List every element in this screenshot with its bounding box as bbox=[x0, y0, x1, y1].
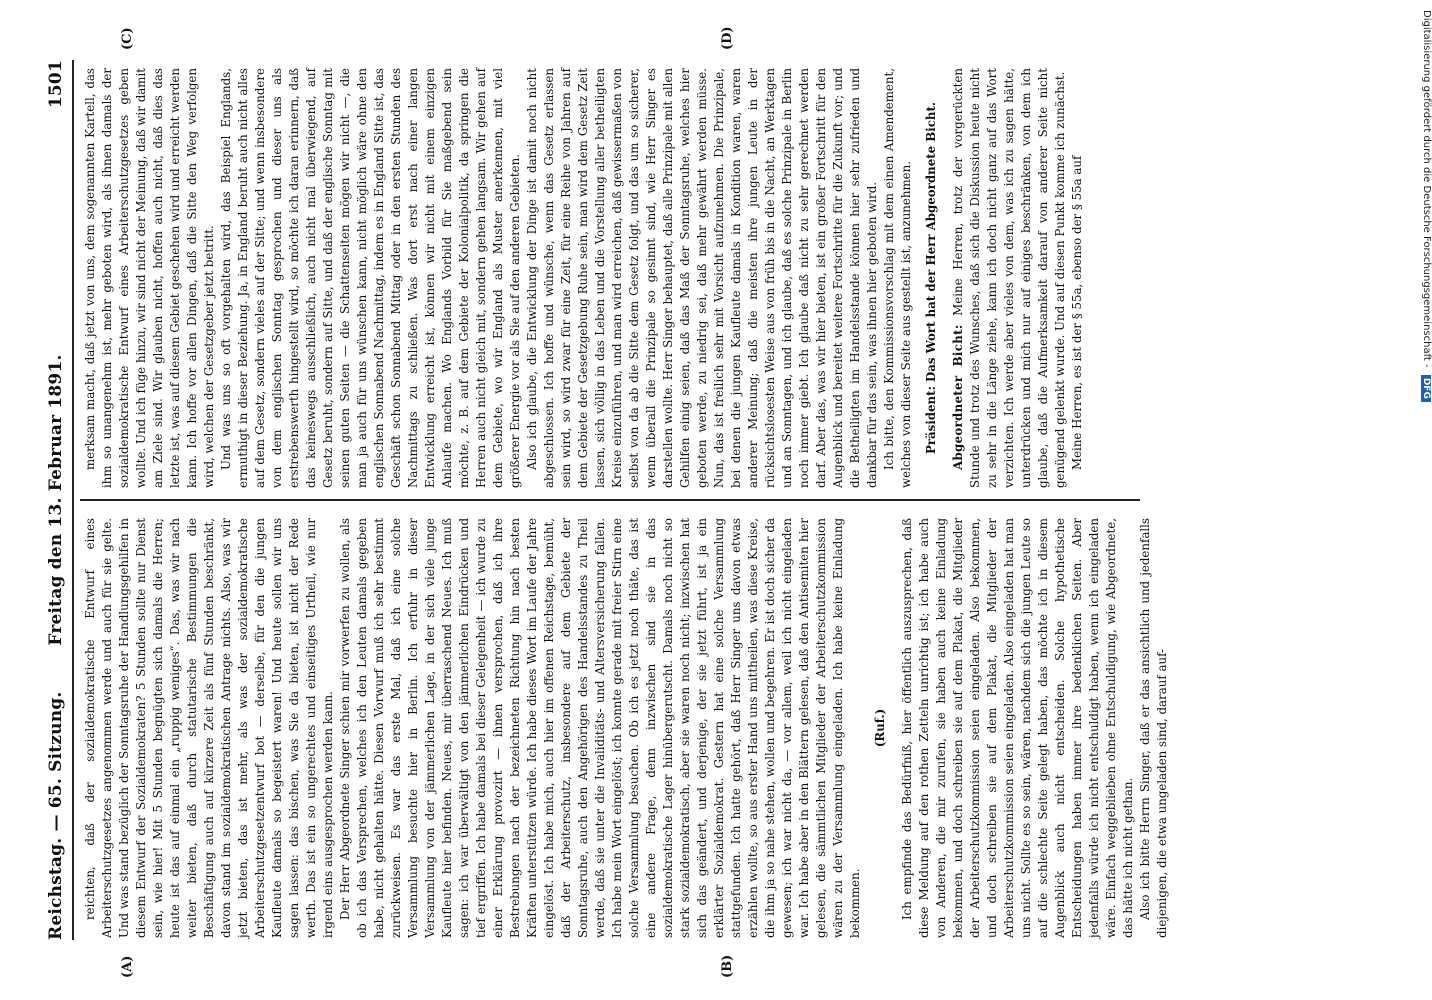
header-date: Freitag den 13. Februar 1891. bbox=[46, 354, 66, 646]
president-speech: Präsident: Das Wort hat der Herr Abgeordnete Bicht. bbox=[924, 101, 938, 455]
header-rule bbox=[72, 60, 74, 940]
margin-label-a: (A) bbox=[120, 955, 135, 978]
paragraph: merksam macht, daß jetzt von uns, dem sogenannten Kartell, das ihm so unangenehm ist, mehr geboten wird, als ihnen damals der sozialdemokratische Entwurf eines Arbeiterschutzgesetzes geben wollte. Und ich füge hinzu, wir sind nicht der Meinung, daß wir damit am Ziele sind. Wir glauben nicht, hoffen auch nicht, daß dies das letzte ist, was auf diesem Gebiet geschehen wird und erreicht werden kann. Ich hoffe vor allen Dingen, daß die Sitte den Weg verfolgen wird, welchen der Gesetzgeber jetzt betritt. bbox=[83, 68, 216, 488]
speech-text: Meine Herren, trotz der vorgerückten Stunde und trotz des Wunsches, daß sich die Diskussion heute nicht zu sehr in die Länge ziehe, kann ich doch nicht ganz auf das Wort verzichten. Ich werde aber vieles von dem, was ich zu sagen hätte, unterdrücken und mich nur auf einiges beschränken, von dem ich glaube, daß die Aufmerksamkeit darauf von anderer Seite nicht genügend gelenkt wurde. Und auf diesen Punkt komme ich zunächst. bbox=[951, 68, 1067, 488]
margin-label-b: (B) bbox=[720, 954, 735, 978]
paragraph: Also ich glaube, die Entwicklung der Dinge ist damit noch nicht abgeschlossen. Ich hoffe und wünsche, wenn das Gesetz erlassen sein wird, so wird zwar für eine Zeit, für eine Reihe von Jahren auf dem Gebiete der Gesetzgebung Ruhe sein, man wird dem Gesetz Zeit lassen, sich völlig in das Leben und die Vorstellung aller betheiligten Kreise einzuführen, und man wird erreichen, daß gewissermaßen von selbst von da ab die Sitte dem Gesetz folgt, und das um so sicherer, wenn überall die Prinzipale so gesinnt sind, wie Herr Singer es darstellen wollte. Herr Singer behauptet, daß alle Prinzipale mit allen Gehilfen einig seien, daß das Maß der Sonntagsruhe, welches hier geboten werde, zu niedrig sei, daß mehr gewährt werden müsse. Nun, das ist freilich sehr mit Vorsicht aufzunehmen. Die Prinzipale, bei denen die jungen Kaufleute damals in Kondition waren, waren anderer Meinung; daß die meisten ihre jungen Leute in der rücksichtslosesten Weise aus von früh bis in die Nacht, an Werktagen und an Sonntagen, und ich glaube, daß es solche Prinzipale in Berlin noch immer giebt. Ich glaube daß nicht zu sehr gerechnet werden darf. Aber das, was wir hier bieten, ist ein großer Fortschritt für den Augenblick und bereitet weitere Fortschritte für die Zukunft vor; und die Betheiligten im Handelsstande können hier sehr zufrieden und dankbar für das sein, was ihnen hier geboten wird. bbox=[525, 68, 879, 488]
paragraph: Ich bitte, den Kommissionsvorschlag mit dem einen Amendement, welches von dieser Seite aus gestellt ist, anzunehmen. bbox=[882, 68, 913, 488]
paragraph: Der Herr Abgeordnete Singer schien mir vorwerfen zu wollen, als ob ich das Versprechen, welches ich den Leuten damals gegeben habe, nicht gehalten hätte. Diesen Vorwurf muß ich sehr bestimmt zurückweisen. Es war das erste Mal, daß ich eine solche Versammlung besuchte hier in Berlin. Ich erfuhr in dieser Versammlung von der jämmerlichen Lage, in der sich viele junge Kaufleute hier befinden. Neues, mir überraschend Neues. Ich muß sagen: ich war überwältigt von den jämmerlichen Eindrücken und tief ergriffen. Ich habe damals bei dieser Gelegenheit — ich wurde zu einer Erklärung provozirt — ihnen versprochen, daß ich ihre Bestrebungen nach der bezeichneten Richtung hin nach besten Kräften unterstützen würde. Ich habe dieses Wort im Laufe der Jahre eingelöst. Ich habe mich, auch hier im offenen Reichstage, bemüht, daß der Arbeiterschutz, insbesondere auf dem Gebiete der Sonntagsruhe, auch den Angehörigen des Handelsstandes zu Theil werde, daß sie unter die Invaliditäts- und Altersversicherung fallen. Ich habe mein Wort eingelöst; ich konnte gerade mit freier Stirn eine solche Versammlung besuchen. Ob ich es jetzt noch thäte, das ist eine andere Frage, denn inzwischen sind sie in das sozialdemokratische Lager hinübergerutscht. Damals noch nicht so stark sozialdemokratisch, aber sie waren noch nicht; inzwischen hat sich das geändert, und derjenige, der sie jetzt führt, ist ja ein erklärter Sozialdemokrat. Gestern hat eine solche Versammlung stattgefunden. Ich hatte gehört, daß Herr Singer uns davon etwas erzählen wollte, so aus erster Hand uns mittheilen, was diese Kreise, die ihm ja so nahe stehen, wollen und begehren. Er ist doch sicher da gewesen; ich war nicht da, — vor allem, weil ich nicht eingeladen war. Ich habe aber in den Blättern gelesen, daß den Antisemiten hier gelesen, die sämmtlichen Mitglieder der Arbeiterschutzkommission wären zu der Versammlung eingeladen. Ich habe keine Einladung bekommen. bbox=[338, 518, 862, 938]
margin-label-c: (C) bbox=[120, 27, 135, 50]
right-column bbox=[82, 68, 1142, 488]
page-number: 1501 bbox=[46, 60, 66, 109]
paragraph: Also ich bitte Herrn Singer, daß er das ansichtlich und jedenfalls diejenigen, die etwa ungeladen sind, darauf auf- bbox=[1138, 518, 1169, 938]
header-left: Reichstag. — 65. Sitzung. bbox=[46, 691, 66, 940]
paragraph: Und was uns so oft vorgehalten wird, das Beispiel Englands, ermuthigt in dieser Beziehung. Ja, in England beruht auch nicht alles auf dem Gesetz, sondern vieles auf der Sitte; und wenn insbesondere von dem englischen Sonntag gesprochen und dieser uns als erstrebenswerth hingestellt wird, so möchte ich daran erinnern, daß das keineswegs ausschließlich, auch nicht mal überwiegend, auf Gesetz beruht, sondern auf Sitte, und daß der englische Sonntag mit seinen guten Seiten — die Schattenseiten mögen wir nicht —, die man ja auch für uns wünschen kann, nicht möglich wäre ohne den englischen Sonnabend Nachmittag, indem es in England Sitte ist, das Geschäft schon Sonnabend Mittag oder in den ersten Stunden des Nachmittags zu schließen. Was dort erst nach einer langen Entwicklung erreicht ist, können wir nicht mit einem einzigen Anlaufe machen. Wo Englands Vorbild für Sie maßgebend sein möchte, z. B. auf dem Gebiete der Kolonialpolitik, da springen die Herren auch nicht gleich mit, sondern gehen langsam. Wir gehen auf dem Gebiete, wo wir England als Muster anerkennen, mit viel größerer Energie vor als Sie auf den anderen Gebieten. bbox=[219, 68, 522, 488]
digitization-note bbox=[1421, 10, 1432, 402]
paragraph bbox=[950, 68, 1069, 488]
page-header bbox=[38, 60, 70, 940]
speaker-label: Abgeordneter Bicht: bbox=[951, 324, 965, 470]
paragraph: reichten, daß der sozialdemokratische Entwurf eines Arbeiterschutzgesetzes angenommen werde und auch für sie gelte. Und was stand bezüglich der Sonntagsruhe der Handlungsgehilfen in diesem Entwurf der Sozialdemokraten? 5 Stunden sollte nur Dienst sein, wie hier! Mit 5 Stunden begnügten sich damals die Herren; heute ist das auf einmal ein „ruppig weniges“. Das, was wir nach weiter bieten, daß durch statutarische Bestimmungen die Beschäftigung auch auf kürzere Zeit als fünf Stunden beschränkt, davon stand im sozialdemokratischen Antrage nichts. Also, was wir jetzt bieten, das ist mehr, als was der sozialdemokratische Arbeiterschutzgesetzentwurf bot — derselbe, für den die jungen Kaufleute damals so begeistert waren! Und heute sollen wir uns sagen lassen: das bischen, was Sie da bieten, ist nicht der Rede werth. Das ist ein so ungerechtes und einseitiges Urtheil, wie nur irgend eins ausgesprochen werden kann. bbox=[83, 518, 335, 938]
margin-label-d: (D) bbox=[720, 26, 735, 50]
paragraph: Ich empfinde das Bedürfniß, hier öffentlich auszusprechen, daß diese Meldung auf den rothen Zetteln unrichtig ist; ich habe auch von Anderen, die mir zurufen, sie haben auch keine Einladung bekommen, und doch schreiben sie auf dem Plakat, die Mitglieder der Arbeiterschutzkommission seien eingeladen. Also bekommen, und doch schreiben sie auf dem Plakat, die Mitglieder der Arbeiterschutzkommission seien eingeladen. Also eingeladen hat man uns nicht. Sollte es so sein, wären, nachdem sich die jungen Leute so auf die schlechte Seite gelegt haben, das möchte ich in diesem Augenblick auch nicht entscheiden. Solche hypothetische Entscheidungen haben immer ihre bedenklichen Seiten. Aber jedenfalls würde ich nicht entschuldigt haben, wenn ich eingeladen wäre. Einfach weggeblieben ohne Entschuldigung, wie Abgeordnete, das hätte ich nicht gethan. bbox=[900, 518, 1135, 938]
dfg-logo: DFG bbox=[1421, 375, 1431, 402]
left-column bbox=[82, 518, 1169, 938]
column-divider bbox=[80, 499, 1140, 501]
digitization-note-text: Digitalisierung gefördert durch die Deutsche Forschungsgemeinschaft - bbox=[1421, 10, 1432, 368]
paragraph: Meine Herren, es ist der § 55a, ebenso der § 55a auf bbox=[1070, 155, 1084, 470]
interjection: (Ruf.) bbox=[873, 708, 887, 748]
presiding-line bbox=[923, 68, 940, 488]
